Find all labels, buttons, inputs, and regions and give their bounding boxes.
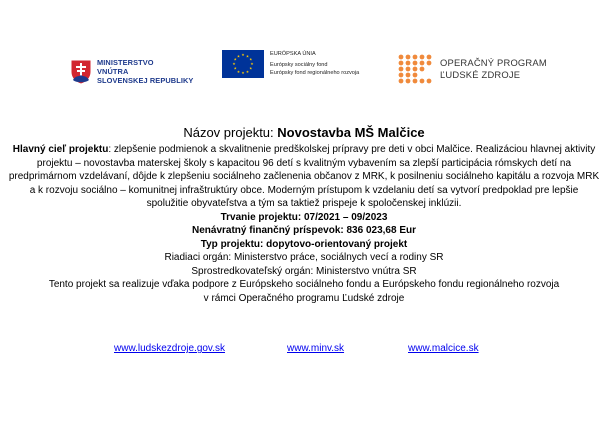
eu-star-icon: ★ xyxy=(249,57,253,62)
slovak-coat-of-arms-icon xyxy=(70,59,92,85)
op-dot-icon xyxy=(406,61,411,66)
support-line-1: Tento projekt sa realizuje vďaka podpore z Európskeho sociálneho fondu a Európskeho fondu regionálneho rozvoja xyxy=(48,279,560,290)
op-logo xyxy=(398,54,547,84)
eu-star-icon: ★ xyxy=(250,62,254,67)
op-dot-icon xyxy=(399,79,404,84)
link-malcice[interactable]: www.malcice.sk xyxy=(408,343,479,354)
op-dot-icon xyxy=(406,73,411,78)
eu-star-icon: ★ xyxy=(241,71,245,76)
project-grant: Nenávratný finančný príspevok: 836 023,68 Eur xyxy=(192,225,416,236)
eu-star-icon: ★ xyxy=(245,69,250,74)
logos-row xyxy=(0,48,608,98)
ministry-logo-line-1: MINISTERSTVO xyxy=(97,58,154,67)
support-line-2: v rámci Operačného programu Ľudské zdroje xyxy=(203,292,405,304)
eu-logo-line-2: Európsky fond regionálneho rozvoja xyxy=(270,69,360,76)
link-ludskezdroje[interactable]: www.ludskezdroje.gov.sk xyxy=(114,343,225,354)
op-dot-icon xyxy=(427,55,432,60)
project-title xyxy=(8,124,600,142)
link-minv[interactable]: www.minv.sk xyxy=(287,343,345,354)
op-dot-icon xyxy=(413,55,418,60)
eu-flag-icon xyxy=(222,50,264,78)
op-dot-icon xyxy=(399,55,404,60)
op-dot-icon xyxy=(399,61,404,66)
op-dot-icon xyxy=(406,67,411,72)
op-dot-icon xyxy=(406,55,411,60)
op-dot-icon xyxy=(413,67,418,72)
eu-star-icon: ★ xyxy=(233,66,237,71)
project-goal-text: : zlepšenie podmienok a skvalitnenie predškolskej prípravy pre deti v obci Malčice. Realizáciou hlavnej aktivity projektu – novostavba materskej školy s kapacitou 96 detí s kvalitným vybavením sa zlepší participácia rómskych detí na predprimárnom vzdelávaní, dôjde k zlepšeniu sociálneho začlenenia občanov z MRK, k posilneniu sociálneho kapitálu a rozvoja MRK a k rozvoju sociálno – komunitnej infraštruktúry obce. Moderným prístupom k vzdelaniu detí sa vytvorí predpoklad pre lepšie spolužitie obyvateľstva a tým sa taktiež prispeje k spoločenskej inklúzii. xyxy=(8,144,600,209)
project-title-label: Názov projektu: xyxy=(183,125,278,140)
eu-star-icon: ★ xyxy=(233,57,237,62)
op-dot-icon xyxy=(420,67,425,72)
ministry-logo-line-3: SLOVENSKEJ REPUBLIKY xyxy=(97,76,194,85)
op-dot-icon xyxy=(420,61,425,66)
project-type: Typ projektu: dopytovo-orientovaný projekt xyxy=(200,238,408,250)
managing-authority: Riadiaci orgán: Ministerstvo práce, sociálnych vecí a rodiny SR xyxy=(164,252,444,263)
intermediate-body: Sprostredkovateľský orgán: Ministerstvo vnútra SR xyxy=(191,265,417,277)
op-dot-icon xyxy=(427,61,432,66)
eu-star-icon: ★ xyxy=(232,62,236,67)
op-dot-icon xyxy=(413,73,418,78)
eu-logo-title: EURÓPSKA ÚNIA xyxy=(270,50,316,57)
project-goal xyxy=(8,143,600,211)
eu-star-icon: ★ xyxy=(236,54,241,59)
eu-star-icon: ★ xyxy=(249,66,253,71)
op-dot-icon xyxy=(420,79,425,84)
ministry-logo-line-2: VNÚTRA xyxy=(97,67,129,76)
op-dot-icon xyxy=(413,61,418,66)
eu-logo-line-1: Európsky sociálny fond xyxy=(270,62,328,69)
op-logo-line-2: ĽUDSKÉ ZDROJE xyxy=(440,69,521,80)
links-row xyxy=(0,343,608,357)
op-dot-icon xyxy=(399,73,404,78)
op-dot-icon xyxy=(413,79,418,84)
op-logo-line-1: OPERAČNÝ PROGRAM xyxy=(440,57,547,68)
eu-star-icon: ★ xyxy=(245,54,250,59)
eu-star-icon: ★ xyxy=(241,53,245,58)
project-title-value: Novostavba MŠ Malčice xyxy=(277,125,425,140)
dot-grid-icon xyxy=(398,54,432,84)
eu-logo xyxy=(222,50,359,78)
op-dot-icon xyxy=(420,55,425,60)
project-goal-label: Hlavný cieľ projektu xyxy=(12,144,109,155)
op-dot-icon xyxy=(427,79,432,84)
op-dot-icon xyxy=(399,67,404,72)
eu-star-icon: ★ xyxy=(236,69,241,74)
project-info xyxy=(8,124,600,305)
project-duration: Trvanie projektu: 07/2021 – 09/2023 xyxy=(220,211,388,223)
ministry-logo xyxy=(70,58,193,85)
op-dot-icon xyxy=(406,79,411,84)
